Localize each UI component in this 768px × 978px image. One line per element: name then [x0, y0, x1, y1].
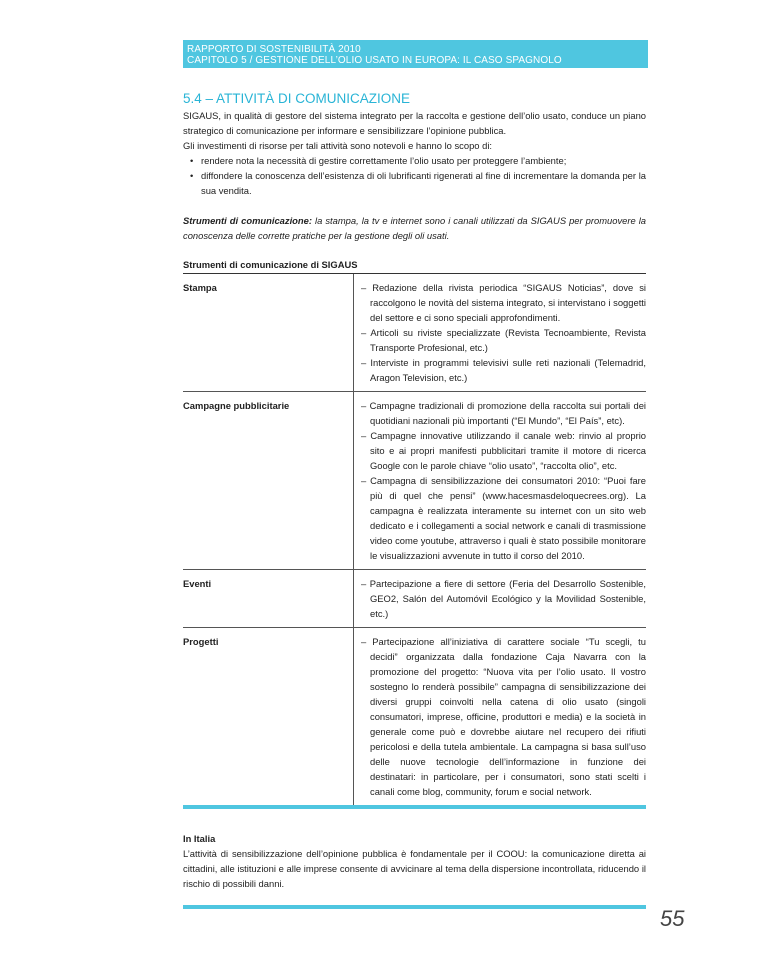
- row-item: – Campagne tradizionali di promozione della raccolta sui portali dei quotidiani nazionali più importanti (“El Mundo”, “El País”, etc).: [361, 400, 646, 426]
- header-chapter-title: CAPITOLO 5 / GESTIONE DELL’OLIO USATO IN EUROPA: IL CASO SPAGNOLO: [187, 55, 562, 66]
- strumenti-paragraph: [183, 213, 646, 243]
- header-report-title: RAPPORTO DI SOSTENIBILITÀ 2010: [187, 44, 361, 55]
- row-label-stampa: Stampa: [183, 274, 354, 391]
- bottom-bar: [183, 905, 646, 909]
- table-row: [183, 392, 646, 570]
- table-bottom-bar: [183, 805, 646, 809]
- page-header: [183, 40, 648, 68]
- row-body: [354, 570, 646, 627]
- table-row: [183, 628, 646, 805]
- row-item: – Campagna di sensibilizzazione dei consumatori 2010: “Puoi fare più di quel che pensi” (www.hacesmasdeloquecrees.org). La campagna è realizzata interamente su internet con un sito web dedicato e i collegamenti a social network e canali di trasmissione video come youtube, attraverso i quali è stato possibile monitorare le visualizzazioni avvenute in tutto il corso del 2010.: [361, 475, 646, 561]
- strumenti-label: Strumenti di comunicazione:: [183, 215, 312, 226]
- objective-item: • diffondere la conoscenza dell’esistenza di oli lubrificanti rigenerati al fine di incrementare la domanda per la sua vendita.: [201, 168, 646, 198]
- table-title: Strumenti di comunicazione di SIGAUS: [183, 257, 646, 274]
- row-label-progetti: Progetti: [183, 628, 354, 805]
- intro-paragraph-2: Gli investimenti di risorse per tali attività sono notevoli e hanno lo scopo di:: [183, 140, 493, 151]
- intro-paragraph: SIGAUS, in qualità di gestore del sistema integrato per la raccolta e gestione dell’olio usato, conduce un piano strategico di comunicazione per informare e sensibilizzare l’opinione pubblica.: [183, 110, 646, 136]
- row-body: [354, 274, 646, 391]
- objectives-list: [183, 153, 646, 198]
- objective-item: • rendere nota la necessità di gestire correttamente l’olio usato per proteggere l’ambiente;: [201, 153, 646, 168]
- row-item: – Partecipazione all’iniziativa di carattere sociale “Tu scegli, tu decidi” organizzata dalla fondazione Caja Navarra con la promozione del progetto: “Nuova vita per l’olio usato. Il vostro sostegno lo renderà possibile” campagna di sensibilizzazione dei diversi gruppi coinvolti nella catena di olio usato (singoli consumatori, imprese, officine, produttori e media) e la società in generale come può e dovrebbe aiutare nel recupero dei rifiuti pericolosi e della tutela ambientale. La campagna si basa sull’uso delle nuove tecnologie dell’informazione in funzione dei destinatari: in particolare, per i consumatori, sono stati scelti i canali come blog, community, forum e social network.: [361, 636, 646, 797]
- row-item: – Articoli su riviste specializzate (Revista Tecnoambiente, Revista Transporte Profesional, etc.): [361, 327, 646, 353]
- row-item: – Interviste in programmi televisivi sulle reti nazionali (Telemadrid, Aragon Television, etc.): [361, 357, 646, 383]
- row-label-eventi: Eventi: [183, 570, 354, 627]
- page-number: 55: [660, 906, 685, 931]
- row-body: [354, 392, 646, 569]
- row-body: [354, 628, 646, 805]
- table-row: [183, 570, 646, 628]
- row-item: – Campagne innovative utilizzando il canale web: rinvio al proprio sito e ai propri manifesti pubblicitari tramite il motore di ricerca Google con le parole chiave “olio usato”, “raccolta olio”, etc.: [361, 430, 646, 471]
- italia-title: In Italia: [183, 833, 216, 844]
- row-item: – Partecipazione a fiere di settore (Feria del Desarrollo Sostenible, GEO2, Salón del Automóvil Ecológico y la Movilidad Sostenible, etc.): [361, 578, 646, 619]
- table-row: [183, 274, 646, 392]
- main-content: [183, 90, 646, 909]
- row-item: – Redazione della rivista periodica “SIGAUS Noticias”, dove si raccolgono le novità del sistema integrato, si intervistano i soggetti del settore e ci sono speciali approfondimenti.: [361, 282, 646, 323]
- row-label-campagne: Campagne pubblicitarie: [183, 392, 354, 569]
- strumenti-text: la stampa, la tv e internet sono i canali utilizzati da SIGAUS per promuovere la conoscenza delle corrette pratiche per la gestione degli oli usati.: [183, 215, 647, 241]
- section-title: 5.4 – ATTIVITÀ DI COMUNICAZIONE: [183, 91, 411, 106]
- italia-paragraph: L’attività di sensibilizzazione dell’opinione pubblica è fondamentale per il COOU: la comunicazione diretta ai cittadini, alle istituzioni e alle imprese consente di avvicinare al tema della dispersione incontrollata, riducendo il rischio di possibili danni.: [183, 848, 646, 889]
